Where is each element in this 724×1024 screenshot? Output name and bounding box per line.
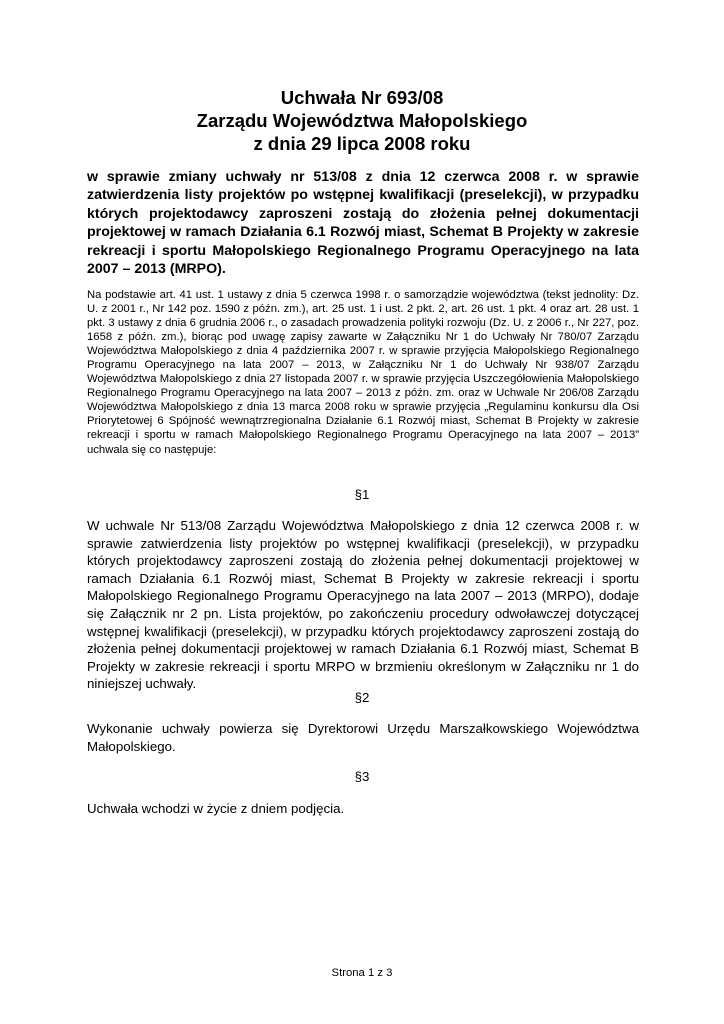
document-title-line-3: z dnia 29 lipca 2008 roku: [253, 133, 471, 154]
section-2-sign: §2: [354, 690, 370, 705]
document-title-line-1: Uchwała Nr 693/08: [280, 87, 444, 108]
document-title-line-2: Zarządu Województwa Małopolskiego: [196, 110, 528, 131]
resolution-subject: w sprawie zmiany uchwały nr 513/08 z dnia 12 czerwca 2008 r. w sprawie zatwierdzenia listy projektów po wstępnej kwalifikacji (preselekcji), w przypadku których projektodawcy zaproszeni zostają do złożenia pełnej dokumentacji projektowej w ramach Działania 6.1 Rozwój miast, Schemat B Projekty w zakresie rekreacji i sportu Małopolskiego Regionalnego Programu Operacyjnego na lata 2007 – 2013 (MRPO).: [87, 169, 639, 278]
section-3-sign: §3: [354, 769, 370, 784]
section-1-sign: §1: [354, 487, 370, 502]
legal-basis-paragraph: Na podstawie art. 41 ust. 1 ustawy z dnia 5 czerwca 1998 r. o samorządzie województwa (tekst jednolity: Dz. U. z 2001 r., Nr 142 poz. 1590 z późn. zm.), art. 25 ust. 1 i ust. 2 pkt. 2, art. 26 ust. 1 pkt. 4 oraz art. 28 ust. 1 pkt. 3 ustawy z dnia 6 grudnia 2006 r., o zasadach prowadzenia polityki rozwoju (Dz. U. z 2006 r., Nr 227, poz. 1658 z późn. zm.), biorąc pod uwagę zapisy zawarte w Załączniku Nr 1 do Uchwały Nr 780/07 Zarządu Województwa Małopolskiego z dnia 4 października 2007 r. w sprawie przyjęcia Małopolskiego Regionalnego Programu Operacyjnego na lata 2007 – 2013, w Załączniku Nr 1 do Uchwały Nr 938/07 Zarządu Województwa Małopolskiego z dnia 27 listopada 2007 r. w sprawie przyjęcia Uszczegółowienia Małopolskiego Regionalnego Programu Operacyjnego na lata 2007 – 2013 z późn. zm. oraz w Uchwale Nr 206/08 Zarządu Województwa Małopolskiego z dnia 13 marca 2008 roku w sprawie przyjęcia „Regulaminu konkursu dla Osi Priorytetowej 6 Spójność wewnątrzregionalna Działanie 6.1 Rozwój miast, Schemat B Projekty w zakresie rekreacji i sportu w ramach Małopolskiego Regionalnego Programu Operacyjnego na lata 2007 – 2013” uchwala się co następuje:: [87, 289, 639, 456]
section-1-text: W uchwale Nr 513/08 Zarządu Województwa Małopolskiego z dnia 12 czerwca 2008 r. w sprawie zatwierdzenia listy projektów po wstępnej kwalifikacji (preselekcji), w przypadku których projektodawcy zaproszeni zostają do złożenia pełnej dokumentacji projektowej w ramach Działania 6.1 Rozwój miast, Schemat B Projekty w zakresie rekreacji i sportu Małopolskiego Regionalnego Programu Operacyjnego na lata 2007 – 2013 (MRPO), dodaje się Załącznik nr 2 pn. Lista projektów, po zakończeniu procedury odwoławczej dotyczącej wstępnej kwalifikacji (preselekcji), w przypadku których projektodawcy zaproszeni zostają do złożenia pełnej dokumentacji projektowej w ramach Działania 6.1 Rozwój miast, Schemat B Projekty w zakresie rekreacji i sportu MRPO w brzmieniu określonym w Załączniku nr 1 do niniejszej uchwały.: [87, 518, 639, 692]
page-number: Strona 1 z 3: [331, 967, 393, 979]
section-3-text: Uchwała wchodzi w życie z dniem podjęcia.: [87, 801, 345, 816]
section-2-text: Wykonanie uchwały powierza się Dyrektorowi Urzędu Marszałkowskiego Województwa Małopolskiego.: [87, 721, 639, 754]
